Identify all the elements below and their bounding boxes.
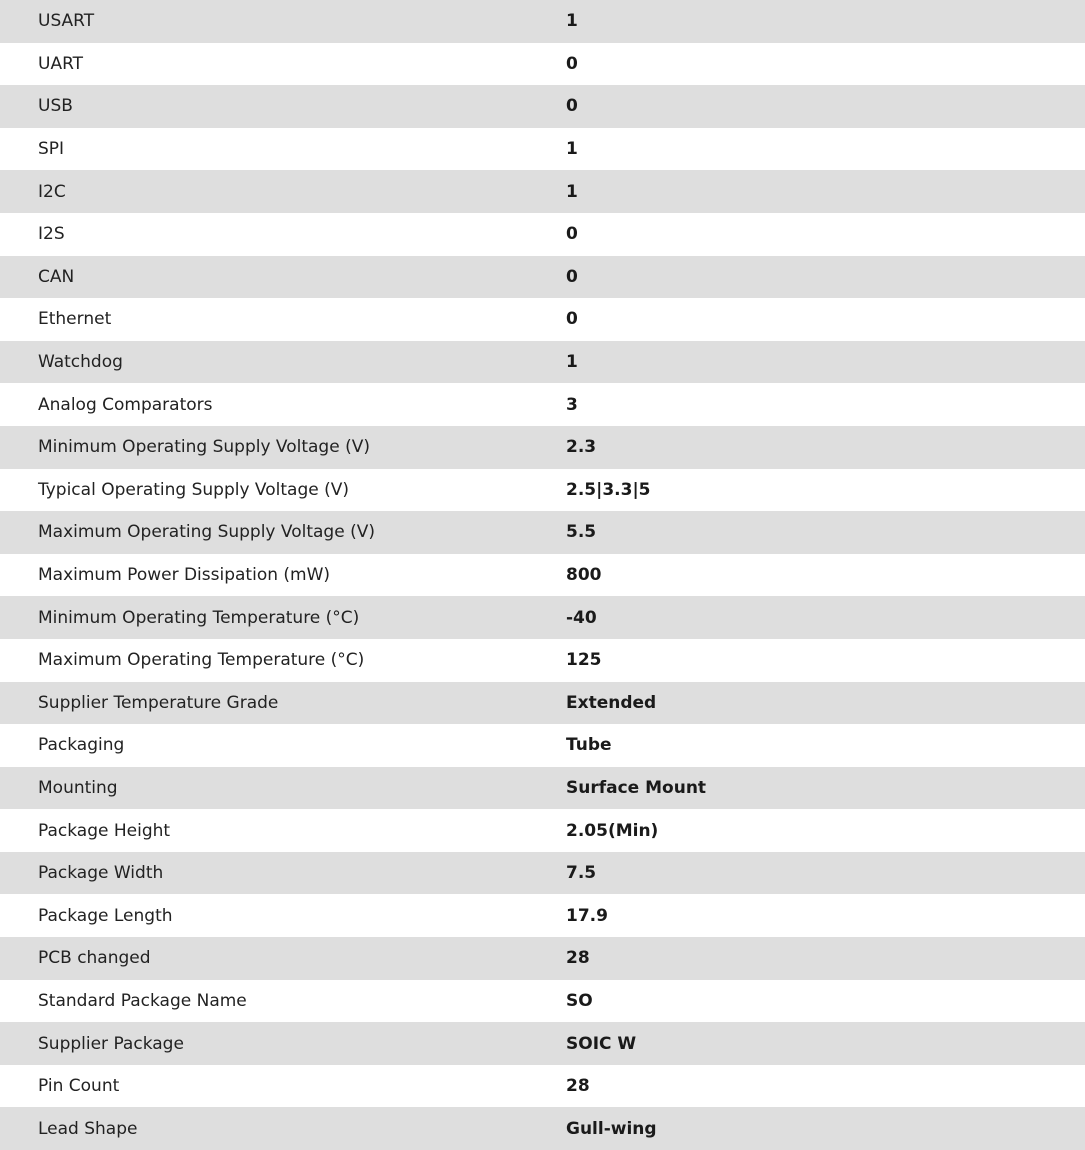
spec-name: Supplier Temperature Grade <box>38 692 279 713</box>
spec-name: Package Height <box>38 820 171 841</box>
spec-row <box>0 724 1085 767</box>
spec-row <box>0 85 1085 128</box>
spec-name: Package Length <box>38 905 173 926</box>
spec-row <box>0 1022 1085 1065</box>
spec-name: I2S <box>38 224 65 245</box>
spec-row <box>0 554 1085 597</box>
spec-row <box>0 298 1085 341</box>
spec-name: Supplier Package <box>38 1033 184 1054</box>
spec-name: Minimum Operating Supply Voltage (V) <box>38 437 370 458</box>
spec-value: 0 <box>566 224 578 245</box>
spec-value: Surface Mount <box>566 777 707 798</box>
spec-value: -40 <box>566 607 597 628</box>
spec-row <box>0 256 1085 299</box>
spec-value: 0 <box>566 53 578 74</box>
spec-value: 0 <box>566 96 578 117</box>
spec-value: Extended <box>566 692 657 713</box>
spec-name: Minimum Operating Temperature (°C) <box>38 607 360 628</box>
spec-value: 2.05(Min) <box>566 820 659 841</box>
spec-name: Package Width <box>38 863 164 884</box>
spec-name: PCB changed <box>38 948 151 969</box>
spec-value: 5.5 <box>566 522 597 543</box>
spec-name: Ethernet <box>38 309 112 330</box>
spec-name: CAN <box>38 266 75 287</box>
spec-row <box>0 341 1085 384</box>
spec-row <box>0 0 1085 43</box>
spec-value: 17.9 <box>566 905 608 926</box>
spec-row <box>0 852 1085 895</box>
spec-row <box>0 894 1085 937</box>
spec-row <box>0 383 1085 426</box>
spec-name: UART <box>38 53 84 74</box>
spec-row <box>0 937 1085 980</box>
spec-value: 28 <box>566 1076 590 1097</box>
spec-row <box>0 469 1085 512</box>
spec-value: 3 <box>566 394 578 415</box>
spec-name: Maximum Operating Supply Voltage (V) <box>38 522 375 543</box>
spec-name: Mounting <box>38 777 118 798</box>
spec-row <box>0 43 1085 86</box>
spec-row <box>0 1107 1085 1150</box>
spec-name: Maximum Power Dissipation (mW) <box>38 565 331 586</box>
spec-row <box>0 511 1085 554</box>
spec-name: USB <box>38 96 73 117</box>
spec-row <box>0 1065 1085 1108</box>
spec-row <box>0 128 1085 171</box>
spec-name: I2C <box>38 181 66 202</box>
spec-value: SO <box>566 990 593 1011</box>
spec-value: 2.5|3.3|5 <box>566 479 651 500</box>
spec-row <box>0 767 1085 810</box>
spec-row <box>0 426 1085 469</box>
spec-value: 0 <box>566 266 578 287</box>
spec-value: 1 <box>566 11 578 32</box>
spec-name: Typical Operating Supply Voltage (V) <box>38 479 349 500</box>
spec-row <box>0 170 1085 213</box>
spec-row <box>0 809 1085 852</box>
spec-value: 1 <box>566 139 578 160</box>
spec-value: 125 <box>566 650 602 671</box>
spec-value: 1 <box>566 181 578 202</box>
spec-row <box>0 980 1085 1023</box>
spec-value: SOIC W <box>566 1033 637 1054</box>
spec-name: Packaging <box>38 735 125 756</box>
spec-name: Analog Comparators <box>38 394 213 415</box>
spec-value: 2.3 <box>566 437 597 458</box>
spec-value: Tube <box>566 735 612 756</box>
spec-row <box>0 682 1085 725</box>
spec-name: Maximum Operating Temperature (°C) <box>38 650 365 671</box>
spec-value: 0 <box>566 309 578 330</box>
spec-name: SPI <box>38 139 65 160</box>
spec-row <box>0 596 1085 639</box>
spec-row <box>0 213 1085 256</box>
spec-name: Standard Package Name <box>38 990 247 1011</box>
spec-value: 800 <box>566 565 602 586</box>
spec-value: 28 <box>566 948 590 969</box>
spec-name: USART <box>38 11 95 32</box>
spec-value: Gull-wing <box>566 1118 657 1139</box>
spec-name: Lead Shape <box>38 1118 138 1139</box>
spec-value: 1 <box>566 352 578 373</box>
spec-row <box>0 639 1085 682</box>
spec-value: 7.5 <box>566 863 597 884</box>
spec-name: Watchdog <box>38 352 123 373</box>
spec-name: Pin Count <box>38 1076 120 1097</box>
